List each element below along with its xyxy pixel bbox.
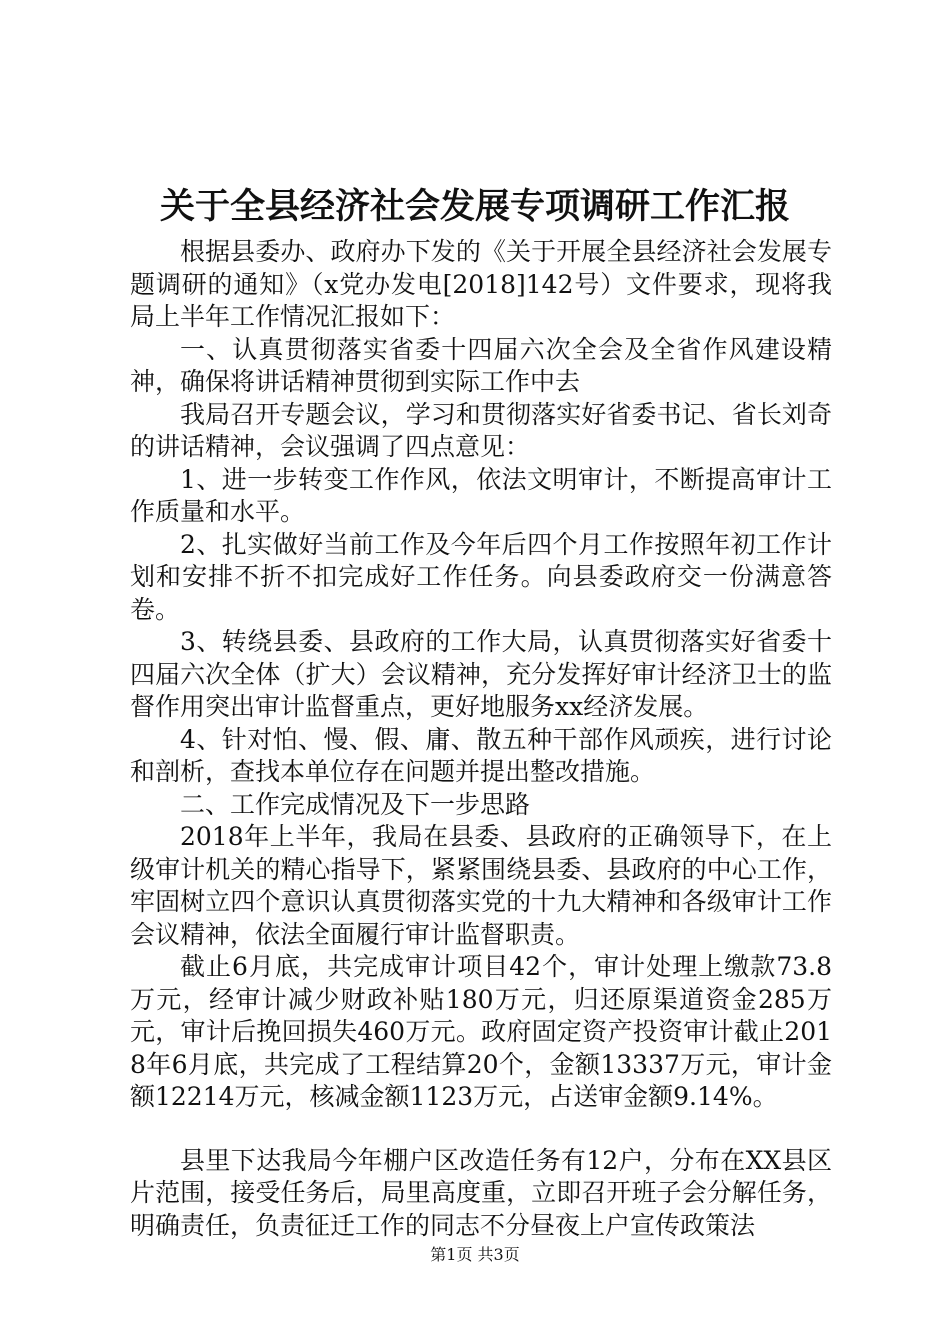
section-heading-2: 二、工作完成情况及下一步思路 (180, 789, 531, 819)
paragraph-first-half: 2018年上半年，我局在县委、县政府的正确领导下，在上级审计机关的精心指导下，紧紧围绕县委、县政府的中心工作，牢固树立四个意识认真贯彻落实党的十九大精神和各级审计工作会议精神，依法全面履行审计监督职责。 (130, 822, 832, 949)
paragraph-audit-stats: 截止6月底，共完成审计项目42个，审计处理上缴款73.8万元，经审计减少财政补贴180万元，归还原渠道资金285万元，审计后挽回损失460万元。政府固定资产投资审计截止2018年6月底，共完成了工程结算20个，金额13337万元，审计金额12214万元，核减金额1123万元，占送审金额9.14%。 (130, 952, 832, 1111)
document-title: 关于全县经济社会发展专项调研工作汇报 (159, 186, 790, 227)
list-item-1: 1、进一步转变工作作风，依法文明审计，不断提高审计工作质量和水平。 (130, 464, 832, 526)
list-item-3: 3、转绕县委、县政府的工作大局，认真贯彻落实好省委十四届六次全体（扩大）会议精神，充分发挥好审计经济卫士的监督作用突出审计监督重点，更好地服务xx经济发展。 (130, 627, 832, 721)
paragraph-meeting: 我局召开专题会议，学习和贯彻落实好省委书记、省长刘奇的讲话精神，会议强调了四点意见： (130, 399, 832, 461)
page-footer: 第1页 共3页 (430, 1245, 520, 1264)
list-item-2: 2、扎实做好当前工作及今年后四个月工作按照年初工作计划和安排不折不扣完成好工作任务。向县委政府交一份满意答卷。 (130, 529, 832, 624)
section-heading-1: 一、认真贯彻落实省委十四届六次全会及全省作风建设精神，确保将讲话精神贯彻到实际工作中去 (130, 334, 832, 396)
document-body (130, 236, 832, 1242)
paragraph-housing: 县里下达我局今年棚户区改造任务有12户，分布在XX县区片范围，接受任务后，局里高度重，立即召开班子会分解任务，明确责任，负责征迁工作的同志不分昼夜上户宣传政策法 (130, 1145, 832, 1240)
paragraph-intro: 根据县委办、政府办下发的《关于开展全县经济社会发展专题调研的通知》（x党办发电[2018]142号）文件要求，现将我局上半年工作情况汇报如下： (130, 237, 832, 331)
list-item-4: 4、针对怕、慢、假、庸、散五种干部作风顽疾，进行讨论和剖析，查找本单位存在问题并提出整改措施。 (130, 724, 832, 786)
